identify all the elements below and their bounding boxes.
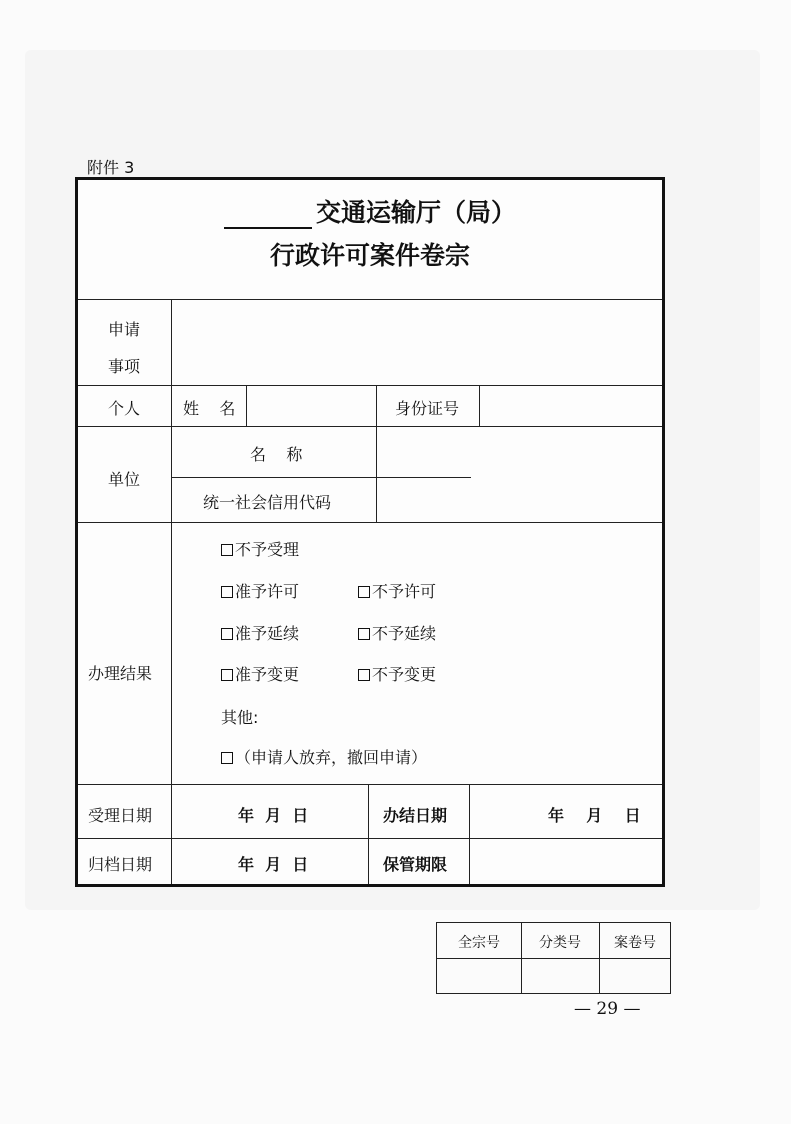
row-divider [78,838,662,839]
option-grant-change[interactable]: 准予变更 [221,662,299,685]
checkbox-icon [221,586,233,598]
credit-code-label: 统一社会信用代码 [203,493,332,512]
option-withdraw[interactable]: （申请人放弃，撤回申请） [221,745,427,768]
option-grant-extend[interactable]: 准予延续 [221,621,299,644]
checkbox-icon [358,669,370,681]
option-not-accept[interactable]: 不予受理 [221,537,299,560]
title-line-2: 行政许可案件卷宗 [269,241,470,270]
option-deny-change[interactable]: 不予变更 [358,662,436,685]
row-divider [78,299,662,300]
title-line-1: 交通运输厅（局） [78,193,662,229]
row-divider [78,522,662,523]
option-deny-extend[interactable]: 不予延续 [358,621,436,644]
col-divider [376,385,377,426]
page-number: — 29 — [574,999,641,1019]
row-divider [78,784,662,785]
row-divider [78,426,662,427]
row-divider [171,477,471,478]
application-label: 申请 [108,320,141,339]
option-deny-license[interactable]: 不予许可 [358,579,436,602]
id-number-label: 身份证号 [395,399,460,418]
case-file-cover [75,177,665,887]
close-date-value: 年 月 日 [548,806,641,825]
other-label: 其他: [221,708,259,727]
header-file-number: 案卷号 [614,935,656,951]
name-label: 姓 名 [183,399,236,418]
col-divider [246,385,247,426]
archive-date-value: 年 月 日 [238,855,309,874]
archive-date-label: 归档日期 [88,855,153,874]
unit-label: 单位 [108,470,141,489]
col-divider [171,299,172,884]
col-divider [479,385,480,426]
result-label: 办理结果 [88,664,153,683]
row-divider [78,385,662,386]
option-grant-license[interactable]: 准予许可 [221,579,299,602]
archive-number-table [436,922,671,994]
checkbox-icon [221,544,233,556]
org-name-label: 名 称 [250,445,303,464]
checkbox-icon [221,628,233,640]
col-divider [376,426,377,522]
checkbox-icon [358,628,370,640]
col-divider [368,784,369,884]
close-date-label: 办结日期 [383,806,448,825]
accept-date-value: 年 月 日 [238,806,309,825]
retention-label: 保管期限 [383,855,448,874]
col-divider [469,784,470,884]
attachment-label: 附件 3 [87,158,135,177]
accept-date-label: 受理日期 [88,806,153,825]
checkbox-icon [221,752,233,764]
header-fonds-number: 全宗号 [458,935,500,951]
header-category-number: 分类号 [539,935,581,951]
application-label: 事项 [108,357,141,376]
individual-label: 个人 [108,399,141,418]
row-divider [437,958,670,959]
checkbox-icon [358,586,370,598]
blank-fill-line [224,205,312,229]
checkbox-icon [221,669,233,681]
